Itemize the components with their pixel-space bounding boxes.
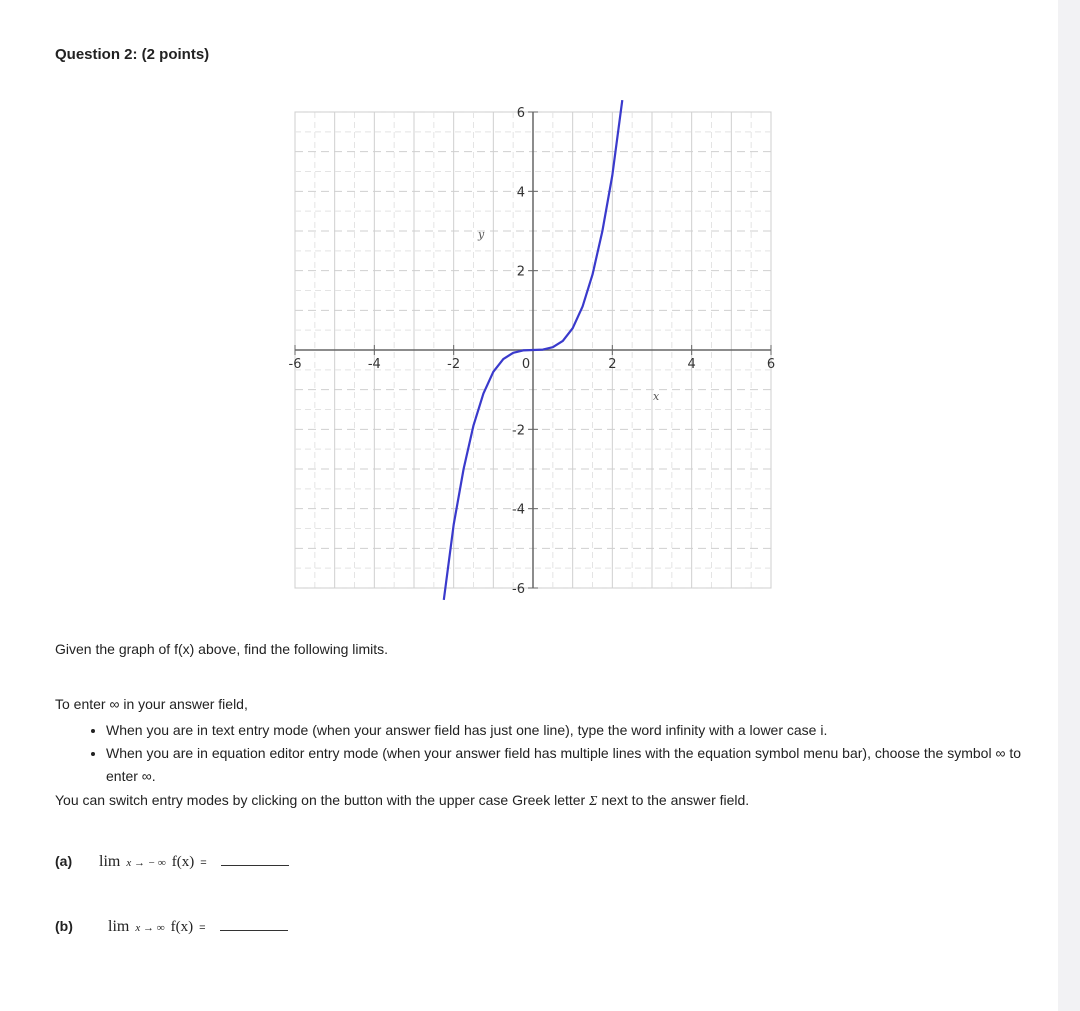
instructions-list <box>82 719 1056 788</box>
prompt-label: Given the graph of f(x) above, find the following limits. <box>55 641 389 657</box>
y-tick-label: 2 <box>516 264 525 280</box>
part-b-label: (b) <box>55 918 73 934</box>
x-tick-label: -2 <box>447 357 461 372</box>
y-tick-label: -4 <box>512 502 525 518</box>
sigma-symbol: Σ <box>589 794 598 809</box>
part-b-answer-field[interactable] <box>220 916 288 931</box>
part-a-limit-approach: x → − ∞ <box>126 857 166 869</box>
part-a-answer-field[interactable] <box>221 851 289 866</box>
part-b-limit-approach: x → ∞ <box>135 922 165 934</box>
x-tick-label: -4 <box>367 357 381 372</box>
x-tick-label: -6 <box>288 357 302 372</box>
x-tick-label: 4 <box>687 357 696 372</box>
instruction-text-mode: • When you are in text entry mode (when your answer field has just one line), type the word infinity with a lower case i. <box>106 719 1056 742</box>
y-tick-label: 4 <box>516 185 525 201</box>
switch-note-after: next to the answer field. <box>601 792 750 808</box>
part-b-equals: = <box>199 922 206 934</box>
right-edge-strip <box>1058 0 1080 1011</box>
infinity-instructions-intro: To enter ∞ in your answer field, <box>55 696 248 712</box>
y-axis-label: y <box>478 228 485 241</box>
question-title: Question 2: (2 points) <box>55 46 210 63</box>
x-tick-label: 6 <box>766 357 776 372</box>
part-a-equals: = <box>200 857 207 869</box>
switch-mode-note <box>55 792 749 810</box>
prompt-text <box>55 641 388 657</box>
function-graph <box>280 100 780 600</box>
part-b-function: f(x) <box>170 919 194 935</box>
y-tick-label: -6 <box>512 582 525 597</box>
part-b-lim: lim <box>108 918 130 935</box>
part-a-lim: lim <box>99 853 121 870</box>
y-tick-label: 6 <box>516 106 525 121</box>
x-tick-label: 0 <box>521 357 531 372</box>
part-b <box>55 916 288 936</box>
x-tick-label: 2 <box>608 357 617 372</box>
part-a-function: f(x) <box>171 854 195 870</box>
switch-note-before: You can switch entry modes by clicking on the button with the upper case Greek letter <box>55 792 586 808</box>
part-a <box>55 851 289 871</box>
instruction-equation-mode: • When you are in equation editor entry mode (when your answer field has multiple lines with the equation symbol menu bar), choose the symbol ∞ to enter ∞. <box>106 742 1056 788</box>
y-tick-label: -2 <box>512 423 525 439</box>
x-axis-label: x <box>653 390 660 403</box>
part-a-label: (a) <box>55 853 73 869</box>
